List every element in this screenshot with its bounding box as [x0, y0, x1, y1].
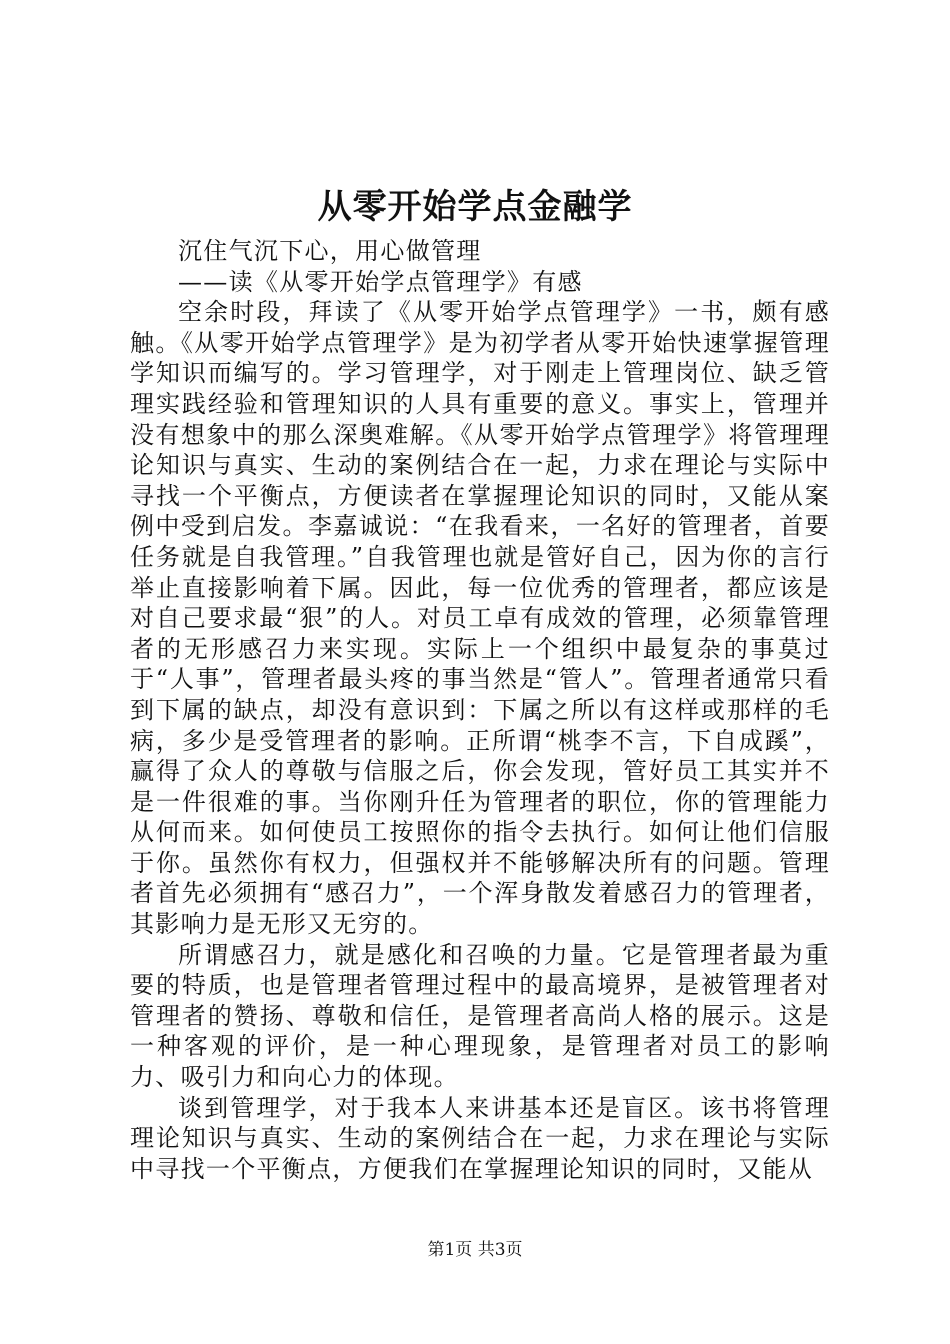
paragraph-1: 空余时段，拜读了《从零开始学点管理学》一书，颇有感触。《从零开始学点管理学》是为初学者从零开始快速掌握管理学知识而编写的。学习管理学，对于刚走上管理岗位、缺乏管理实践经验和管理知识的人具有重要的意义。事实上，管理并没有想象中的那么深奥难解。《从零开始学点管理学》将管理理论知识与真实、生动的案例结合在一起，力求在理论与实际中寻找一个平衡点，方便读者在掌握理论知识的同时，又能从案例中受到启发。李嘉诚说：“在我看来，一名好的管理者，首要任务就是自我管理。”自我管理也就是管好自己，因为你的言行举止直接影响着下属。因此，每一位优秀的管理者，都应该是对自己要求最“狠”的人。对员工卓有成效的管理，必须靠管理者的无形感召力来实现。实际上一个组织中最复杂的事莫过于“人事”，管理者最头疼的事当然是“管人”。管理者通常只看到下属的缺点，却没有意识到：下属之所以有这样或那样的毛病，多少是受管理者的影响。正所谓“桃李不言，下自成蹊”，赢得了众人的尊敬与信服之后，你会发现，管好员工其实并不是一件很难的事。当你刚升任为管理者的职位，你的管理能力从何而来。如何使员工按照你的指令去执行。如何让他们信服于你。虽然你有权力，但强权并不能够解决所有的问题。管理者首先必须拥有“感召力”，一个浑身散发着感召力的管理者，其影响力是无形又无穷的。 [130, 298, 830, 939]
subtitle-line-2: ——读《从零开始学点管理学》有感 [178, 267, 583, 296]
document-body [130, 236, 830, 1184]
document-title: 从零开始学点金融学 [317, 187, 633, 227]
subtitle-line-1: 沉住气沉下心，用心做管理 [178, 237, 482, 265]
paragraph-2: 所谓感召力，就是感化和召唤的力量。它是管理者最为重要的特质，也是管理者管理过程中的最高境界，是被管理者对管理者的赞扬、尊敬和信任，是管理者高尚人格的展示。这是一种客观的评价，是一种心理现象，是管理者对员工的影响力、吸引力和向心力的体现。 [130, 940, 830, 1092]
page-footer: 第1页 共3页 [427, 1240, 523, 1260]
paragraph-3: 谈到管理学，对于我本人来讲基本还是盲区。该书将管理理论知识与真实、生动的案例结合在一起，力求在理论与实际中寻找一个平衡点，方便我们在掌握理论知识的同时，又能从 [130, 1093, 830, 1183]
